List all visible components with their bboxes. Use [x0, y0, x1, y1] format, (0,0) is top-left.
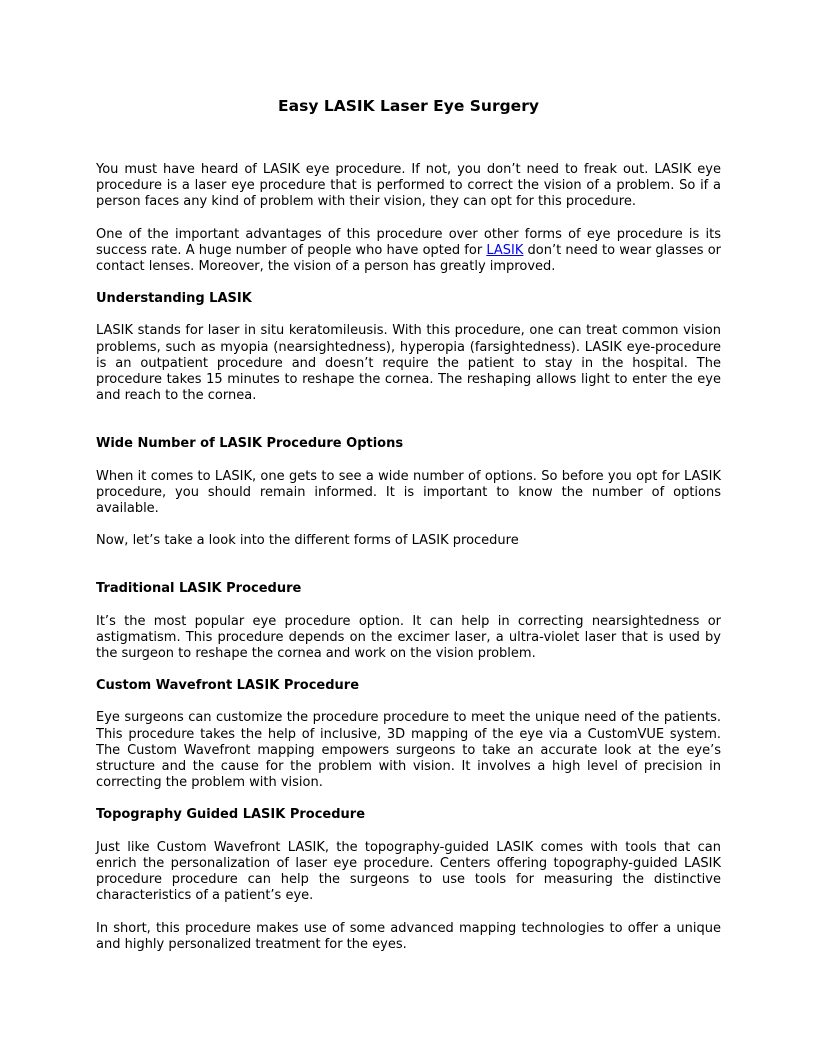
traditional-paragraph: It’s the most popular eye procedure option. It can help in correcting nearsightedness or astigmatism. This procedure depends on the excimer laser, a ultra-violet laser that is used by the surgeon to reshape the cornea and work on the vision problem.: [96, 613, 721, 662]
heading-traditional-lasik: Traditional LASIK Procedure: [96, 581, 302, 597]
options-paragraph-2: Now, let’s take a look into the different forms of LASIK procedure: [96, 533, 519, 549]
heading-procedure-options: Wide Number of LASIK Procedure Options: [96, 436, 404, 452]
intro-p2-after: don’t need to wear glasses or contact lenses. Moreover, the vision of a person has greatly improved.: [96, 242, 721, 275]
lasik-link[interactable]: LASIK: [486, 242, 524, 258]
heading-custom-wavefront: Custom Wavefront LASIK Procedure: [96, 678, 360, 694]
intro-p2-before: One of the important advantages of this procedure over other forms of eye procedure is its success rate. A huge number of people who have opted for: [96, 226, 721, 258]
intro-paragraph-1: You must have heard of LASIK eye procedure. If not, you don’t need to freak out. LASIK eye procedure is a laser eye procedure that is performed to correct the vision of a problem. So if a person faces any kind of problem with their vision, they can opt for this procedure.: [96, 162, 721, 210]
custom-wavefront-paragraph: Eye surgeons can customize the procedure procedure to meet the unique need of the patients. This procedure takes the help of inclusive, 3D mapping of the eye via a CustomVUE system. The Custom Wavefront mapping empowers surgeons to take an accurate look at the eye’s structure and the cause for the problem with vision. It involves a high level of precision in correcting the problem with vision.: [96, 710, 721, 791]
heading-understanding-lasik: Understanding LASIK: [96, 291, 252, 307]
heading-topography-guided: Topography Guided LASIK Procedure: [96, 807, 366, 823]
document-page: [96, 96, 721, 953]
topography-paragraph-2: In short, this procedure makes use of some advanced mapping technologies to offer a unique and highly personalized treatment for the eyes.: [96, 920, 721, 952]
topography-paragraph-1: Just like Custom Wavefront LASIK, the topography-guided LASIK comes with tools that can enrich the personalization of laser eye procedure. Centers offering topography-guided LASIK procedure procedure can help the surgeons to use tools for measuring the distinctive characteristics of a patient’s eye.: [96, 839, 721, 904]
document-title: Easy LASIK Laser Eye Surgery: [278, 97, 539, 115]
options-paragraph-1: When it comes to LASIK, one gets to see a wide number of options. So before you opt for LASIK procedure, you should remain informed. It is important to know the number of options available.: [96, 468, 721, 517]
understanding-paragraph: LASIK stands for laser in situ keratomileusis. With this procedure, one can treat common vision problems, such as myopia (nearsightedness), hyperopia (farsightedness). LASIK eye-procedure is an outpatient procedure and doesn’t require the patient to stay in the hospital. The procedure takes 15 minutes to reshape the cornea. The reshaping allows light to enter the eye and reach to the cornea.: [96, 323, 721, 404]
intro-paragraph-2: [96, 227, 721, 276]
